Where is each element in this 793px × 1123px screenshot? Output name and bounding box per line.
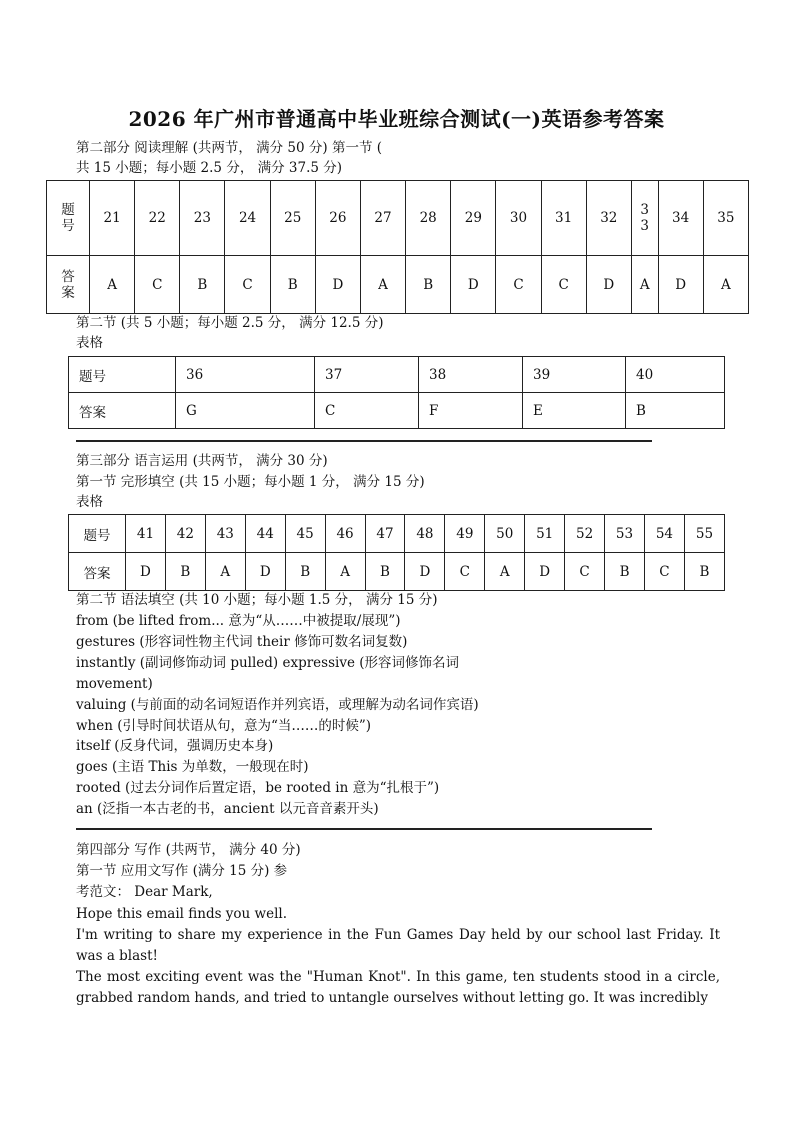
table-label: 表格 — [76, 494, 103, 510]
answer-cell: E — [523, 393, 626, 429]
row-label-answer: 答 案 — [47, 256, 90, 314]
part4-heading: 第四部分 写作 (共两节， 满分 40 分) — [76, 842, 301, 858]
answer-cell: B — [605, 553, 645, 591]
question-number: 43 — [205, 515, 245, 553]
part4-section1-heading: 第一节 应用文写作 (满分 15 分) 参 — [76, 863, 288, 879]
answer-cell: B — [270, 256, 315, 314]
part3-section2-heading: 第二节 语法填空 (共 10 小题；每小题 1.5 分， 满分 15 分) — [76, 592, 438, 608]
question-number: 47 — [365, 515, 405, 553]
question-number: 28 — [406, 181, 451, 256]
answer-cell: C — [565, 553, 605, 591]
question-number: 30 — [496, 181, 541, 256]
answer-cell: B — [406, 256, 451, 314]
question-number: 3 3 — [631, 181, 658, 256]
question-number: 55 — [684, 515, 724, 553]
question-number: 29 — [451, 181, 496, 256]
section-divider — [76, 440, 652, 442]
question-number: 44 — [245, 515, 285, 553]
question-number: 45 — [285, 515, 325, 553]
table-row — [69, 357, 725, 393]
answer-cell: A — [325, 553, 365, 591]
grammar-answer: an (泛指一本古老的书，ancient 以元音音素开头) — [76, 801, 379, 817]
answer-cell: A — [360, 256, 405, 314]
table-row — [69, 553, 725, 591]
question-number: 41 — [126, 515, 166, 553]
question-number: 42 — [165, 515, 205, 553]
answer-cell: D — [315, 256, 360, 314]
section-divider — [76, 828, 652, 830]
question-number: 37 — [315, 357, 419, 393]
answer-cell: D — [405, 553, 445, 591]
answer-cell: A — [205, 553, 245, 591]
answer-cell: B — [180, 256, 225, 314]
answer-cell: A — [631, 256, 658, 314]
question-number: 39 — [523, 357, 626, 393]
answer-cell: B — [285, 553, 325, 591]
answer-cell: C — [445, 553, 485, 591]
part2-section1-heading: 共 15 小题；每小题 2.5 分， 满分 37.5 分) — [76, 160, 343, 176]
answer-cell: B — [684, 553, 724, 591]
answer-cell: C — [225, 256, 270, 314]
essay-line: Hope this email finds you well. — [76, 906, 288, 922]
question-number: 32 — [586, 181, 631, 256]
row-label-number: 题号 — [69, 515, 126, 553]
question-number: 22 — [135, 181, 180, 256]
grammar-answer: movement) — [76, 676, 153, 692]
question-number: 46 — [325, 515, 365, 553]
question-number: 34 — [658, 181, 703, 256]
grammar-answer: gestures (形容词性物主代词 their 修饰可数名词复数) — [76, 634, 408, 650]
answer-cell: G — [176, 393, 315, 429]
question-number: 40 — [626, 357, 725, 393]
question-number: 51 — [525, 515, 565, 553]
row-label-answer: 答案 — [69, 553, 126, 591]
question-number: 53 — [605, 515, 645, 553]
answer-cell: F — [419, 393, 523, 429]
part2-heading: 第二部分 阅读理解 (共两节， 满分 50 分) 第一节 ( — [76, 140, 383, 156]
answer-cell: A — [90, 256, 135, 314]
grammar-answer: itself (反身代词，强调历史本身) — [76, 738, 274, 754]
answer-cell: C — [315, 393, 419, 429]
grammar-answer: from (be lifted from... 意为“从……中被提取/展现”) — [76, 613, 401, 629]
grammar-answer: valuing (与前面的动名词短语作并列宾语，或理解为动名词作宾语) — [76, 697, 479, 713]
question-number: 52 — [565, 515, 605, 553]
grammar-answer: rooted (过去分词作后置定语，be rooted in 意为“扎根于”) — [76, 780, 440, 796]
reading-answer-table — [46, 180, 749, 314]
answer-cell: D — [126, 553, 166, 591]
question-number: 21 — [90, 181, 135, 256]
question-number: 48 — [405, 515, 445, 553]
answer-cell: B — [165, 553, 205, 591]
answer-cell: C — [644, 553, 684, 591]
question-number: 38 — [419, 357, 523, 393]
answer-cell: D — [658, 256, 703, 314]
answer-cell: C — [496, 256, 541, 314]
question-number: 25 — [270, 181, 315, 256]
sample-essay-label: 考范文： Dear Mark, — [76, 884, 213, 900]
row-label-number: 题 号 — [47, 181, 90, 256]
answer-cell: D — [586, 256, 631, 314]
table-label: 表格 — [76, 335, 103, 351]
answer-cell: D — [451, 256, 496, 314]
table-row — [69, 515, 725, 553]
part3-heading: 第三部分 语言运用 (共两节， 满分 30 分) — [76, 453, 328, 469]
answer-cell: B — [626, 393, 725, 429]
row-label-number: 题号 — [69, 357, 176, 393]
row-label-answer: 答案 — [69, 393, 176, 429]
answer-cell: D — [245, 553, 285, 591]
grammar-answer: instantly (副词修饰动词 pulled) expressive (形容词修饰名词 — [76, 655, 460, 671]
essay-paragraph: I'm writing to share my experience in the Fun Games Day held by our school last Friday. It was a blast! — [76, 927, 720, 964]
seven-choose-five-table — [68, 356, 725, 429]
question-number: 50 — [485, 515, 525, 553]
answer-cell: A — [485, 553, 525, 591]
question-number: 26 — [315, 181, 360, 256]
table-row — [69, 393, 725, 429]
question-number: 54 — [644, 515, 684, 553]
question-number: 27 — [360, 181, 405, 256]
question-number: 31 — [541, 181, 586, 256]
question-number: 36 — [176, 357, 315, 393]
question-number: 49 — [445, 515, 485, 553]
answer-cell: B — [365, 553, 405, 591]
grammar-answer: when (引导时间状语从句，意为“当……的时候”) — [76, 718, 372, 734]
page-title: 2026 年广州市普通高中毕业班综合测试(一)英语参考答案 — [128, 107, 665, 131]
question-number: 24 — [225, 181, 270, 256]
answer-cell: A — [703, 256, 748, 314]
table-row — [47, 181, 749, 256]
grammar-answer: goes (主语 This 为单数，一般现在时) — [76, 759, 309, 775]
question-number: 35 — [703, 181, 748, 256]
answer-cell: C — [541, 256, 586, 314]
table-row — [47, 256, 749, 314]
answer-cell: C — [135, 256, 180, 314]
answer-cell: D — [525, 553, 565, 591]
question-number: 23 — [180, 181, 225, 256]
cloze-answer-table — [68, 514, 725, 591]
part2-section2-heading: 第二节 (共 5 小题；每小题 2.5 分， 满分 12.5 分) — [76, 315, 384, 331]
essay-paragraph: The most exciting event was the "Human Knot". In this game, ten students stood in a circle, grabbed random hands, and tried to untangle ourselves without letting go. It was incredibly — [76, 969, 720, 1006]
part3-section1-heading: 第一节 完形填空 (共 15 小题；每小题 1 分， 满分 15 分) — [76, 474, 425, 490]
